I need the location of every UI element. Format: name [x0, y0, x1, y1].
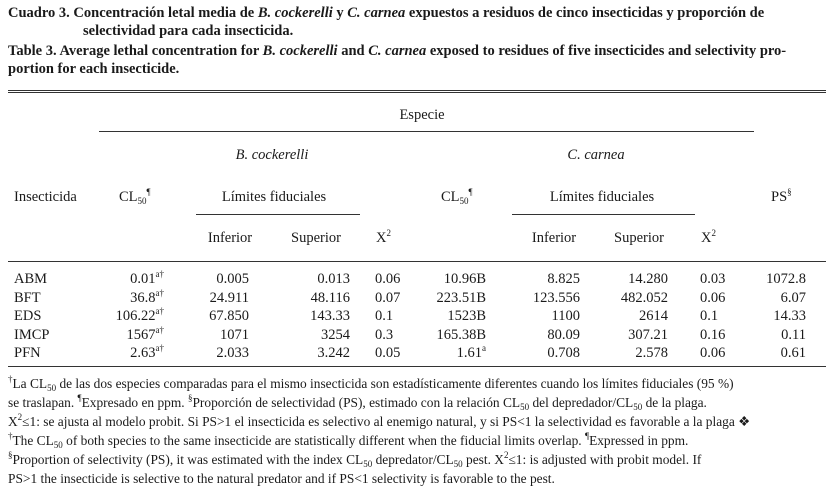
- cell-value: 1567: [126, 326, 156, 343]
- table-bottom-rule: [8, 366, 826, 367]
- caption-text: portion for each insecticide.: [8, 61, 180, 77]
- significance-mark: a†: [155, 269, 164, 279]
- header-limites-1: Límites fiduciales: [221, 189, 327, 205]
- cell-superior-cc: [621, 289, 668, 307]
- footnote-text: ≤1: is adjusted with probit model. If: [508, 452, 702, 467]
- cell-value: 24.911: [209, 289, 249, 306]
- cell-cl50-bc: [130, 270, 164, 288]
- significance-mark: a†: [155, 343, 164, 353]
- footnote-text: Proporción de selectividad (PS), estimado con la relación CL: [192, 395, 521, 410]
- cell-value: ABM: [14, 271, 48, 287]
- caption-text: selectividad para cada insecticida.: [83, 23, 294, 39]
- cell-superior-bc: [317, 344, 350, 362]
- dagger-mark: †: [8, 374, 13, 384]
- footnotes: [8, 374, 828, 488]
- footnote-text: Proportion of selectivity (PS), it was estimated with the index CL: [12, 452, 364, 467]
- cell-x2-bc: [375, 289, 400, 307]
- cell-value: 10.96B: [443, 271, 486, 287]
- cell-superior-cc: [639, 307, 668, 325]
- cell-x2-cc: [700, 326, 725, 344]
- especie-rule: [99, 131, 754, 132]
- cell-value: 165.38B: [436, 326, 486, 343]
- header-insecticida: Insecticida: [14, 189, 77, 205]
- cell-superior-cc: [628, 270, 668, 288]
- cell-value: BFT: [14, 289, 41, 306]
- cl-superscript: ¶: [468, 187, 473, 197]
- subscript: 50: [453, 459, 463, 469]
- cl-superscript: ¶: [146, 187, 151, 197]
- header-x2-1: [376, 229, 391, 247]
- cell-superior-cc: [628, 326, 668, 344]
- subscript: 50: [363, 459, 373, 469]
- cell-ps: [781, 326, 806, 344]
- cell-insecticida: [14, 307, 41, 325]
- ps-label: PS: [771, 189, 788, 205]
- cell-value: 1071: [220, 326, 249, 343]
- footnote-text: Expresado en ppm.: [81, 395, 188, 410]
- cell-value: 3254: [321, 326, 350, 343]
- cell-value: 3.242: [317, 345, 350, 361]
- cl-subscript: 50: [137, 196, 147, 206]
- caption-label: Table 3.: [8, 43, 57, 59]
- cell-x2-bc: [375, 307, 393, 325]
- cl-label: CL: [119, 189, 138, 205]
- cell-superior-bc: [317, 270, 350, 288]
- footnote-text: The CL: [12, 433, 54, 448]
- header-x2-2: [701, 229, 716, 247]
- cell-value: 2.63: [130, 345, 156, 361]
- significance-mark: a†: [155, 287, 164, 298]
- header-superior-1: Superior: [291, 230, 341, 246]
- footnote-text: de las dos especies comparadas para el mismo insecticida son estadísticamente diferentes cuando los límites fiduciales (95 %): [56, 376, 734, 391]
- header-inferior-2: Inferior: [531, 230, 577, 246]
- significance-mark: a†: [155, 306, 164, 316]
- species-name: C. carnea: [347, 5, 406, 21]
- caption-text: exposed to residues of five insecticides and selectivity pro-: [426, 43, 787, 59]
- subscript: 50: [633, 402, 643, 412]
- caption-spanish: [8, 4, 826, 40]
- table-top-rule-double: [8, 92, 826, 93]
- cell-value: 48.116: [310, 289, 350, 306]
- cell-cl50-cc: [436, 289, 486, 307]
- cell-value: 0.16: [700, 326, 726, 343]
- cell-value: 0.06: [700, 289, 726, 306]
- cell-insecticida: [14, 289, 41, 307]
- footnote-line: [8, 469, 828, 488]
- cell-x2-cc: [700, 289, 725, 307]
- footnote-text: se traslapan.: [8, 395, 78, 410]
- subscript: 50: [53, 440, 63, 450]
- x-label: X: [701, 230, 712, 246]
- cell-value: 0.005: [216, 271, 249, 287]
- cell-value: 0.11: [781, 326, 806, 343]
- superscript: 2: [503, 450, 509, 460]
- cell-value: 0.013: [317, 271, 350, 287]
- significance-mark: a†: [155, 324, 164, 335]
- cell-value: 0.1: [375, 308, 394, 324]
- cell-value: 36.8: [130, 289, 156, 306]
- caption-text: Average lethal concentration for: [56, 43, 263, 59]
- cell-value: 106.22: [115, 308, 156, 324]
- cell-value: 0.1: [700, 308, 719, 324]
- cell-cl50-bc: [127, 326, 165, 344]
- footnote-text: of both species to the same insecticide are statistically different when the fiducial limits overlap.: [62, 433, 585, 448]
- x-superscript: 2: [386, 228, 391, 238]
- cell-value: 6.07: [780, 289, 806, 306]
- dagger-mark: †: [8, 431, 13, 441]
- cell-value: 1.61: [456, 345, 482, 361]
- cell-inferior-cc: [552, 307, 580, 325]
- cell-cl50-bc: [130, 344, 164, 362]
- footnote-line: [8, 450, 828, 469]
- cell-value: 0.03: [700, 271, 726, 287]
- ps-superscript: §: [787, 187, 792, 197]
- superscript: 2: [17, 412, 23, 422]
- caption-english-line2: [8, 60, 826, 78]
- limites-rule-2: [512, 214, 695, 215]
- cell-value: 482.052: [620, 289, 668, 306]
- footnote-text: La CL: [12, 376, 48, 391]
- cell-value: 8.825: [547, 271, 580, 287]
- subscript: 50: [520, 402, 530, 412]
- limites-rule-1: [196, 214, 360, 215]
- section-mark: §: [187, 393, 193, 403]
- cell-value: 0.708: [547, 345, 580, 361]
- cell-inferior-bc: [216, 344, 249, 362]
- header-bottom-rule: [8, 261, 826, 262]
- cell-value: 1523B: [447, 308, 486, 324]
- footnote-text: de la plaga.: [642, 395, 707, 410]
- caption-text: Concentración letal media de: [69, 5, 258, 21]
- cell-ps: [781, 289, 806, 307]
- cell-ps: [766, 270, 806, 288]
- cell-value: 0.06: [700, 345, 726, 361]
- footnote-text: depredator/CL: [372, 452, 454, 467]
- pilcrow-mark: ¶: [77, 393, 82, 403]
- species-name: B. cockerelli: [262, 43, 338, 59]
- cell-value: 14.280: [628, 271, 668, 287]
- footnote-text: del depredador/CL: [529, 395, 634, 410]
- cell-value: IMCP: [14, 326, 50, 343]
- footnote-text: pest. X: [462, 452, 504, 467]
- significance-mark: a: [482, 343, 486, 353]
- footnote-text: Expressed in ppm.: [589, 433, 689, 448]
- cell-x2-cc: [700, 344, 725, 362]
- caption-text: expuestos a residuos de cinco insecticidas y proporción de: [405, 5, 765, 21]
- x-label: X: [376, 230, 387, 246]
- footnote-line: [8, 431, 828, 450]
- footnote-text: ≤1: se ajusta al modelo probit. Si PS>1 el insecticida es selectivo al enemigo natural, y si PS<1 la selectividad es favorable a la plaga ❖: [22, 414, 751, 429]
- x-superscript: 2: [711, 228, 716, 238]
- footnote-text: PS>1 the insecticide is selective to the natural predator and if PS<1 selectivity is favorable to the pest.: [8, 471, 555, 486]
- cell-value: 0.07: [375, 289, 401, 306]
- cell-superior-bc: [310, 307, 350, 325]
- cell-cl50-bc: [116, 307, 164, 325]
- cell-cl50-cc: [444, 270, 486, 288]
- footnote-text: X: [8, 414, 18, 429]
- cl-label: CL: [441, 189, 460, 205]
- cell-value: 0.01: [130, 271, 156, 287]
- cell-value: 0.3: [375, 326, 394, 343]
- cell-inferior-bc: [210, 289, 249, 307]
- caption-spanish-line2: [8, 22, 826, 40]
- cell-inferior-cc: [533, 289, 580, 307]
- cell-insecticida: [14, 344, 41, 362]
- header-superior-2: Superior: [614, 230, 664, 246]
- cell-cl50-cc: [457, 344, 486, 362]
- section-mark: §: [8, 450, 13, 460]
- cell-value: 0.61: [780, 345, 806, 361]
- cell-value: 2614: [639, 308, 668, 324]
- cell-value: EDS: [14, 308, 42, 324]
- cell-x2-cc: [700, 307, 718, 325]
- cell-cl50-bc: [130, 289, 164, 307]
- cell-inferior-bc: [216, 270, 249, 288]
- cell-insecticida: [14, 326, 49, 344]
- header-limites-2: Límites fiduciales: [549, 189, 655, 205]
- cell-inferior-bc: [209, 307, 249, 325]
- cell-cl50-cc: [436, 326, 486, 344]
- caption-label: Cuadro 3.: [8, 5, 70, 21]
- caption-spanish-line1: [8, 4, 826, 22]
- cell-value: 223.51B: [436, 289, 486, 306]
- cell-superior-bc: [321, 326, 350, 344]
- cell-value: 307.21: [628, 326, 668, 343]
- subscript: 50: [47, 383, 57, 393]
- cell-inferior-cc: [547, 270, 580, 288]
- species-name: B. cockerelli: [257, 5, 333, 21]
- table-top-rule: [8, 90, 826, 91]
- header-cl50-2: [441, 188, 473, 206]
- header-cl50-1: [119, 188, 151, 206]
- cell-value: 80.09: [547, 326, 580, 343]
- caption-english: [8, 42, 826, 78]
- cell-value: 14.33: [773, 308, 806, 324]
- cell-superior-cc: [635, 344, 668, 362]
- caption-text: y: [332, 5, 348, 21]
- caption-english-line1: [8, 42, 826, 60]
- footnote-line: [8, 412, 828, 431]
- species-name: C. carnea: [368, 43, 427, 59]
- cl-subscript: 50: [459, 196, 469, 206]
- header-species-1: B. cockerelli: [235, 147, 309, 163]
- cell-value: 67.850: [209, 308, 249, 324]
- footnote-line: [8, 393, 828, 412]
- cell-value: 0.05: [375, 345, 401, 361]
- footnote-line: [8, 374, 828, 393]
- cell-x2-bc: [375, 344, 400, 362]
- cell-value: 1072.8: [766, 271, 806, 287]
- cell-value: 0.06: [375, 271, 401, 287]
- header-inferior-1: Inferior: [207, 230, 253, 246]
- cell-ps: [781, 344, 806, 362]
- header-ps: [771, 188, 792, 206]
- pilcrow-mark: ¶: [584, 431, 590, 441]
- header-especie: Especie: [399, 107, 445, 123]
- cell-inferior-cc: [547, 326, 580, 344]
- cell-inferior-bc: [220, 326, 249, 344]
- caption-text: and: [337, 43, 369, 59]
- cell-value: 1100: [551, 308, 580, 324]
- cell-ps: [773, 307, 806, 325]
- cell-x2-bc: [375, 270, 400, 288]
- cell-value: 123.556: [532, 289, 580, 306]
- header-species-2: C. carnea: [567, 147, 625, 163]
- cell-cl50-cc: [447, 307, 486, 325]
- cell-value: 2.578: [635, 345, 668, 361]
- cell-value: 143.33: [310, 308, 350, 324]
- cell-x2-bc: [375, 326, 393, 344]
- cell-value: 2.033: [216, 345, 249, 361]
- cell-value: PFN: [14, 345, 41, 361]
- cell-x2-cc: [700, 270, 725, 288]
- cell-insecticida: [14, 270, 47, 288]
- cell-inferior-cc: [547, 344, 580, 362]
- cell-superior-bc: [311, 289, 350, 307]
